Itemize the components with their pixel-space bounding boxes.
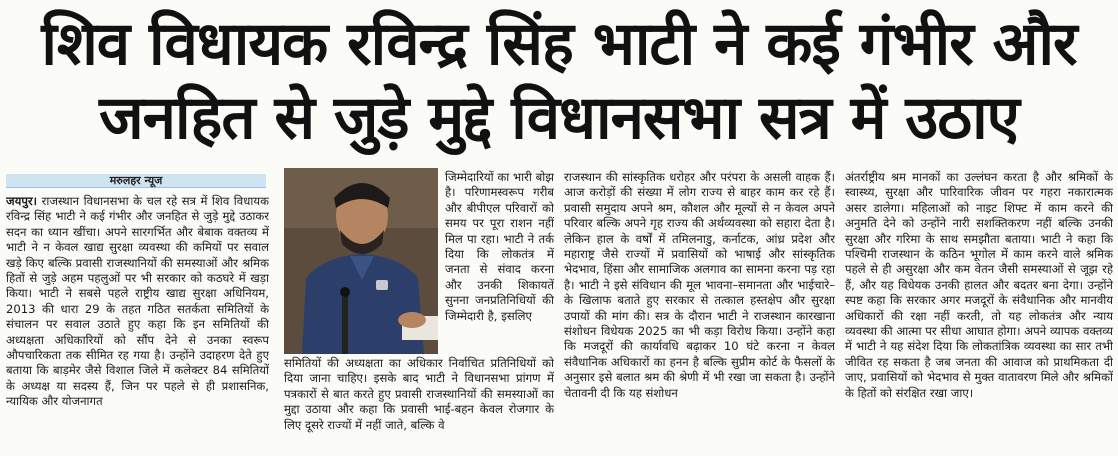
headline	[0, 0, 1118, 165]
article-column-1	[6, 194, 269, 456]
article-column-2-top: जिम्मेदारियों का भारी बोझ है। परिणामस्वरूप गरीब और बीपीएल परिवारों को समय पर पूरा राशन नहीं मिल पा रहा। भाटी ने तर्क दिया कि लोकतंत्र में जनता से संवाद करना और उनकी शिकायतें सुनना जनप्रतिनिधियों की जिम्मेदारी है, इसलिए	[445, 170, 554, 323]
article-column-3: राजस्थान की सांस्कृतिक धरोहर और परंपरा के असली वाहक हैं। आज करोड़ों की संख्या में लोग राज्य से बाहर काम कर रहे हैं। प्रवासी समुदाय अपने श्रम, कौशल और मूल्यों से न केवल अपने परिवार बल्कि अपने गृह राज्य की अर्थव्यवस्था को सहारा देता है। लेकिन हाल के वर्षों में तमिलनाडु, कर्नाटक, आंध्र प्रदेश और महाराष्ट्र जैसे राज्यों में प्रवासियों को भाषाई और सांस्कृतिक भेदभाव, हिंसा और सामाजिक अलगाव का सामना करना पड़ रहा है। भाटी ने इसे संविधान की मूल भावना–समानता और भाईचारे–के खिलाफ बताते हुए सरकार से तत्काल हस्तक्षेप और सुरक्षा उपायों की मांग की। सत्र के दौरान भाटी ने राजस्थान कारखाना संशोधन विधेयक 2025 का भी कड़ा विरोध किया। उन्होंने कहा कि मजदूरों की कार्यावधि बढ़ाकर 10 घंटे करना न केवल संवैधानिक अधिकारों का हनन है बल्कि सुप्रीम कोर्ट के फैसलों के अनुसार इसे बलात श्रम की श्रेणी में भी रखा जा सकता है। उन्होंने चेतावनी दी कि यह संशोधन	[564, 170, 835, 400]
headline-line-2: जनहित से जुड़े मुद्दे विधानसभा सत्र में उठाए	[99, 83, 1019, 153]
headline-line-1: शिव विधायक रविन्द्र सिंह भाटी ने कई गंभीर और	[41, 9, 1077, 79]
byline: मरुलहर न्यूज	[6, 174, 266, 188]
column-1-text: राजस्थान विधानसभा के चल रहे सत्र में शिव विधायक रविन्द्र सिंह भाटी ने कई गंभीर और जनहित से जुड़े मुद्दे उठाकर सदन का ध्यान खींचा। अपने सारगर्भित और बेबाक वक्तव्य में भाटी ने न केवल खाद्य सुरक्षा व्यवस्था की कमियों पर सवाल खड़े किए बल्कि प्रवासी राजस्थानियों की समस्याओं और श्रमिक हितों से जुड़े अहम पहलुओं पर भी सरकार को कठघरे में खड़ा किया। भाटी ने सबसे पहले राष्ट्रीय खाद्य सुरक्षा अधिनियम, 2013 की धारा 29 के तहत गठित सतर्कता समितियों के संचालन पर सवाल उठाते हुए कहा कि इन समितियों की अध्यक्षता अधिकारियों को सौंप देने से उनका स्वरूप औपचारिकता तक सीमित रह गया है। उन्होंने उदाहरण देते हुए बताया कि बाड़मेर जैसे विशाल जिले में कलेक्टर 84 समितियों के अध्यक्ष या सदस्य हैं, जिन पर पहले से ही प्रशासनिक, न्यायिक और योजनागत	[6, 194, 269, 409]
article-column-2-bottom: समितियों की अध्यक्षता का अधिकार निर्वाचित प्रतिनिधियों को दिया जाना चाहिए। इसके बाद भाटी ने विधानसभा प्रांगण में पत्रकारों से बात करते हुए प्रवासी राजस्थानियों की समस्याओं का मुद्दा उठाया और कहा कि प्रवासी भाई-बहन केवल रोजगार के लिए दूसरे राज्यों में नहीं जाते, बल्कि वे	[284, 356, 554, 432]
news-photo	[284, 168, 438, 354]
article-column-4: अंतर्राष्ट्रीय श्रम मानकों का उल्लंघन करता है और श्रमिकों के स्वास्थ्य, सुरक्षा और पारिवारिक जीवन पर गहरा नकारात्मक असर डालेगा। महिलाओं को नाइट शिफ्ट में काम करने की अनुमति देने को उन्होंने नारी सशक्तिकरण नहीं बल्कि उनकी सुरक्षा और गरिमा के साथ समझौता बताया। भाटी ने कहा कि पश्चिमी राजस्थान के कठिन भूगोल में काम करने वाले श्रमिक पहले से ही असुरक्षा और कम वेतन जैसी समस्याओं से जूझ रहे हैं, और यह विधेयक उनकी हालत और बदतर बना देगा। उन्होंने स्पष्ट कहा कि सरकार अगर मजदूरों के संवैधानिक और मानवीय अधिकारों की रक्षा नहीं करती, तो यह लोकतंत्र और न्याय व्यवस्था की आत्मा पर सीधा आघात होगा। अपने व्यापक वक्तव्य में भाटी ने यह संदेश दिया कि लोकतांत्रिक व्यवस्था का सार तभी जीवित रह सकता है जब जनता की आवाज को प्राथमिकता दी जाए, प्रवासियों को भेदभाव से मुक्त वातावरण मिले और श्रमिकों के हितों को संरक्षित रखा जाए।	[845, 170, 1113, 400]
person-photo-illustration	[284, 168, 438, 354]
dateline: जयपुर।	[6, 194, 38, 208]
